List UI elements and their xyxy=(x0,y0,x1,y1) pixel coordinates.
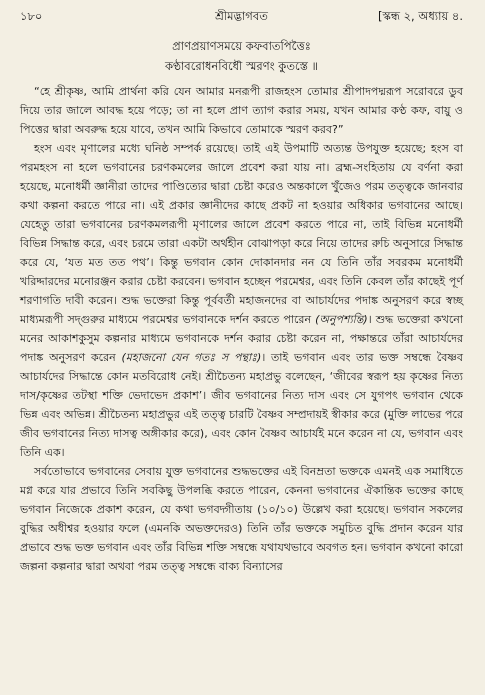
page-number: ১৮০ xyxy=(20,9,43,23)
purport-italic-quote: (মহাজনো যেন গতঃ স পন্থাঃ) xyxy=(121,351,262,364)
purport-paragraph-2: সর্বতোভাবে ভগবানের সেবায় যুক্ত ভগবানের শুদ্ধভক্তের এই বিনম্রতা ভক্তকে এমনই এক সমাধিতে মগ্ন করে যার প্রভাবে তিনি সবকিছু উপলব্ধি করতে পারেন, কেননা ভগবানের ঐকান্তিক ভক্তের কাছে ভগবান নিজেকে প্রকাশ করেন, যে কথা ভগবদ্গীতায় (১০/১০) উল্লেখ করা হয়েছে। ভগবান সকলের বুদ্ধির অধীশ্বর হওয়ার ফলে (এমনকি অভক্তদেরও) তিনি তাঁর ভক্তকে সমুচিত বুদ্ধি প্রদান করেন যার প্রভাবে শুদ্ধ ভক্ত ভগবান এবং তাঁর বিভিন্ন শক্তি সম্বন্ধে যথাযথভাবে অবগত হন। ভগবান কখনো কারো জল্পনা কল্পনার দ্বারা অথবা পরম তত্ত্ব সম্বন্ধে বাক্য বিন্যাসের xyxy=(20,465,463,573)
purport-text: । শুদ্ধ ভক্তেরা কখনো মনের আকাশকুসুম কল্পনার মাধ্যমে ভগবানকে দর্শন করার চেষ্টা করেন না, পক্ষান্তরে তাঁরা আচার্যদের পদাঙ্ক অনুসরণ করেন xyxy=(20,313,464,364)
purport-text: হংস এবং মৃণালের মধ্যে ঘনিষ্ঠ সম্পর্ক রয়েছে। তাই এই উপমাটি অত্যন্ত উপযুক্ত হয়েছে; হংস বা পরমহংস না হলে ভগবানের চরণকমলের জালে প্রবেশ করা যায় না। ব্রহ্ম-সংহিতায় যে বর্ণনা করা হয়েছে, মনোধর্মী জ্ঞানীরা তাদের পাণ্ডিত্যের দ্বারা চেষ্টা করেও অন্তকালে খুঁজেও পরম তত্ত্বকে জানবার কথা কল্পনা করতে পারে না। এই প্রকার জ্ঞানীদের কাছে প্রকট না হওয়ার অধিকার ভগবানের আছে। যেহেতু তারা ভগবানের চরণকমলরূপী মৃণালের জালে প্রবেশ করতে পারে না, তাই বিভিন্ন মনোধর্মী বিভিন্ন সিদ্ধান্ত করে, এবং চরমে তারা একটা অর্থহীন বোঝাপড়া করে নিয়ে তাদের রুচি অনুসারে সিদ্ধান্ত করে যে, ‘যত মত তত পথ’। কিন্তু ভগবান কোন দোকানদার নন যে তিনি তাঁর সবরকম মনোধর্মী খরিদ্দারদের মনোরঞ্জন করার চেষ্টা করবেন। ভগবান হচ্ছেন পরমেশ্বর, এবং তিনি কেবল তাঁর কাছেই পূর্ণ শরণাগতি দাবী করেন। শুদ্ধ ভক্তেরা কিন্তু পূর্ববর্তী মহাজনদের বা আচার্যদের পদাঙ্ক অনুসরণ করে স্বচ্ছ মাধ্যমরূপী সদ্গুরুর মাধ্যমে পরমেশ্বর ভগবানকে দর্শন করতে পারেন xyxy=(20,142,463,326)
purport-paragraph-1 xyxy=(20,139,463,462)
page-header xyxy=(20,6,463,28)
sanskrit-verse xyxy=(20,36,463,76)
purport-text: । তাই ভগবান এবং তার ভক্ত সম্বন্ধে বৈষ্ণব আচার্যদের সিদ্ধান্তে কোন মতবিরোধ নেই। শ্রীচৈতন্য মহাপ্রভু বলেছেন, ‘জীবের স্বরূপ হয় কৃষ্ণের নিত্য দাস/কৃষ্ণের তটস্থা শক্তি ভেদাভেদ প্রকাশ’। জীব ভগবানের নিত্য দাস এবং সে যুগপৎ ভগবান থেকে ভিন্ন এবং অভিন্ন। শ্রীচৈতন্য মহাপ্রভুর এই তত্ত্ব চারটি বৈষ্ণব সম্প্রদায়ই স্বীকার করে (মুক্তি লাভের পরে জীব ভগবানের নিত্য দাসত্ব অঙ্গীকার করে), এবং কোন বৈষ্ণব আচার্যই মনে করেন না যে, ভগবান এবং তিনি এক। xyxy=(20,351,463,459)
verse-line-1: প্রাণপ্রয়াণসময়ে কফবাতপিত্তৈঃ xyxy=(172,39,311,53)
running-title: শ্রীমদ্ভাগবত xyxy=(215,9,268,23)
section-reference: [স্কন্ধ ২, অধ্যায় ৪. xyxy=(378,9,463,23)
verse-translation: “হে শ্রীকৃষ্ণ, আমি প্রার্থনা করি যেন আমার মনরূপী রাজহংস তোমার শ্রীপাদপদ্মরূপ সরোবরে ডুব দিয়ে তার জালে আবদ্ধ হয়ে পড়ে; তা না হলে প্রাণ ত্যাগ করার সময়, যখন আমার কণ্ঠ কফ, বায়ু ও পিত্তের দ্বারা অবরুদ্ধ হয়ে যাবে, তখন আমি কিভাবে তোমাকে স্মরণ করব?” xyxy=(20,85,463,136)
purport-italic-term: (অনুপশ্যন্তি) xyxy=(315,313,368,326)
verse-line-2: কণ্ঠাবরোধনবিধৌ স্মরণং কুতস্তে ॥ xyxy=(164,59,319,73)
